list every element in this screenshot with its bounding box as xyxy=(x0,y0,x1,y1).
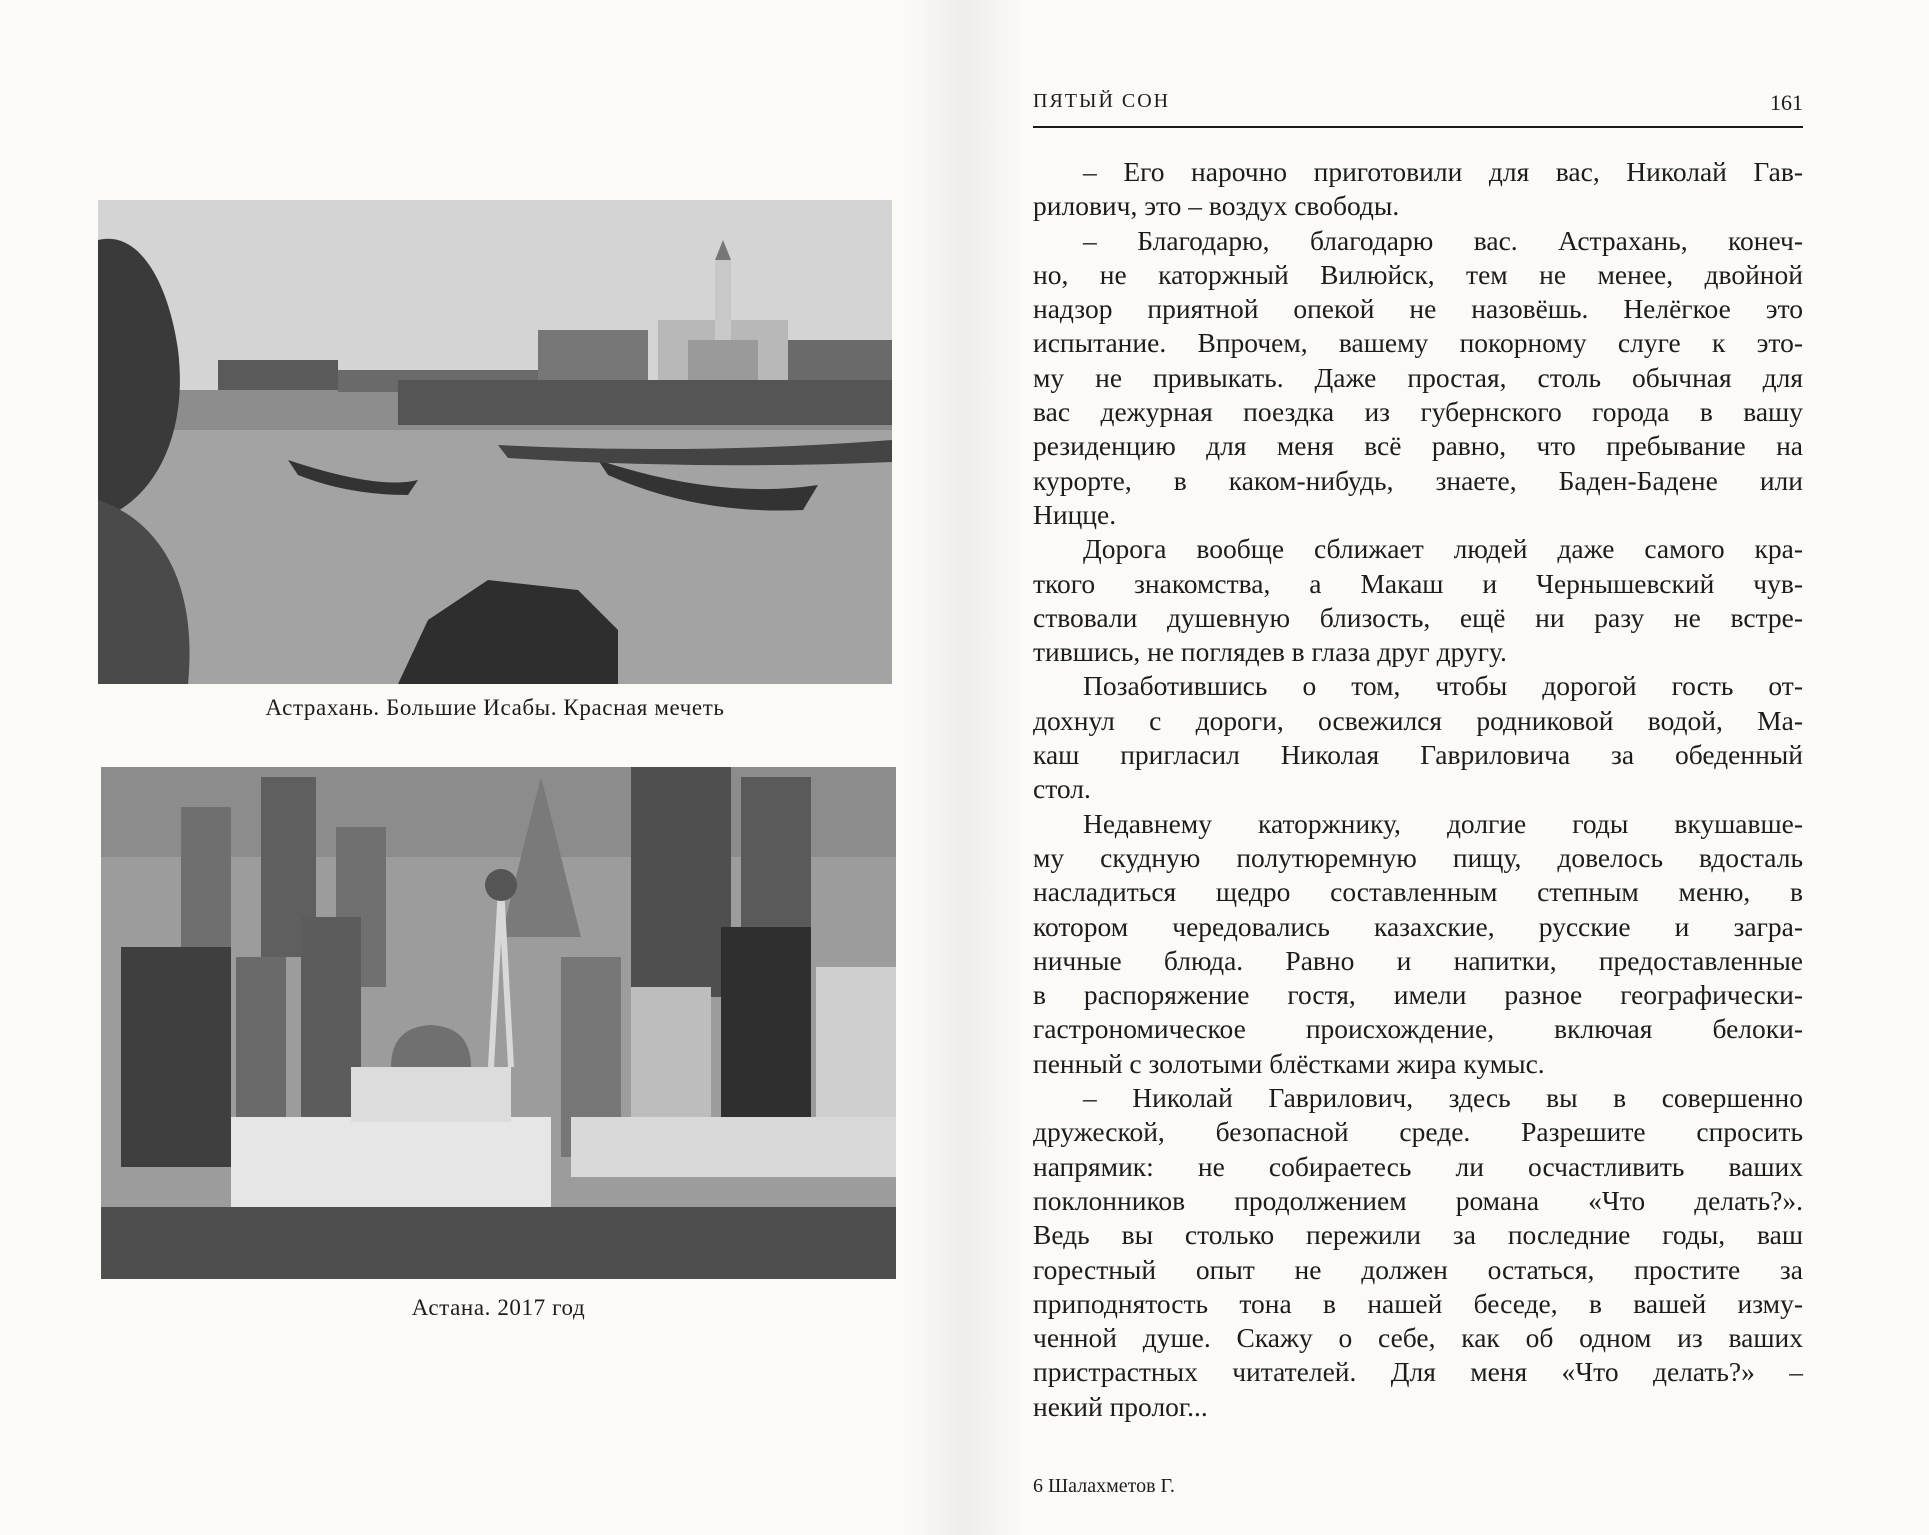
text-line: дружеской, безопасной среде. Разрешите спросить xyxy=(1033,1116,1803,1148)
text-line: Недавнему каторжнику, долгие годы вкушавше- xyxy=(1083,807,1803,839)
text-line: му не привыкать. Даже простая, столь обычная для xyxy=(1033,361,1803,393)
text-line: пристрастных читателей. Для меня «Что делать?» – xyxy=(1033,1356,1803,1388)
text-line: насладиться щедро составленным степным меню, в xyxy=(1033,876,1803,908)
text-line: в распоряжение гостя, имели разное географически- xyxy=(1033,979,1803,1011)
text-line: резиденцию для меня всё равно, что пребывание на xyxy=(1033,430,1803,462)
running-head xyxy=(1033,86,1803,128)
figure-caption-astrakhan: Астрахань. Большие Исабы. Красная мечеть xyxy=(265,695,725,720)
text-line: Дорога вообще сближает людей даже самого кра- xyxy=(1083,533,1803,565)
signature-mark: 6 Шалахметов Г. xyxy=(1033,1475,1175,1497)
text-line: надзор приятной опекой не назовёшь. Нелёгкое это xyxy=(1033,293,1803,325)
text-line: – Благодарю, благодарю вас. Астрахань, конеч- xyxy=(1083,224,1803,256)
text-line: курорте, в каком-нибудь, знаете, Баден-Бадене или xyxy=(1033,464,1803,496)
text-line: гастрономическое происхождение, включая белоки- xyxy=(1033,1013,1803,1045)
text-line: ченной душе. Скажу о себе, как об одном из ваших xyxy=(1033,1322,1803,1354)
text-line: ствовали душевную близость, ещё ни разу не встре- xyxy=(1033,601,1803,633)
text-line: Позаботившись о том, чтобы дорогой гость от- xyxy=(1083,670,1803,702)
book-gutter-shadow xyxy=(905,0,1025,1535)
text-line: приподнятость тона в нашей беседе, в вашей изму- xyxy=(1033,1287,1803,1319)
text-line: каш пригласил Николая Гавриловича за обеденный xyxy=(1033,739,1803,771)
text-line: Ведь вы столько пережили за последние годы, ваш xyxy=(1033,1219,1803,1251)
text-line: но, не каторжный Вилюйск, тем не менее, двойной xyxy=(1033,258,1803,290)
text-line: испытание. Впрочем, вашему покорному слуге к это- xyxy=(1033,327,1803,359)
text-line: му скудную полутюремную пищу, довелось вдосталь xyxy=(1033,841,1803,873)
page-number: 161 xyxy=(1770,90,1803,115)
astrakhan-photo xyxy=(98,200,892,684)
text-line: – Николай Гаврилович, здесь вы в совершенно xyxy=(1083,1082,1803,1114)
text-line: рилович, это – воздух свободы. xyxy=(1033,190,1400,222)
text-line: дохнул с дороги, освежился родниковой водой, Ма- xyxy=(1033,704,1803,736)
text-line: тившись, не поглядев в глаза друг другу. xyxy=(1033,636,1507,668)
body-text xyxy=(1033,155,1803,1424)
text-line: ничные блюда. Равно и напитки, предоставленные xyxy=(1033,944,1803,976)
text-line: Ницце. xyxy=(1033,498,1117,530)
text-line: поклонников продолжением романа «Что делать?». xyxy=(1033,1184,1803,1216)
text-line: некий пролог... xyxy=(1033,1390,1208,1422)
text-line: пенный с золотыми блёстками жира кумыс. xyxy=(1033,1047,1545,1079)
running-title: ПЯТЫЙ СОН xyxy=(1033,90,1171,112)
text-line: горестный опыт не должен остаться, простите за xyxy=(1033,1253,1803,1285)
text-line: стол. xyxy=(1033,773,1091,805)
astana-photo xyxy=(101,767,896,1279)
text-line: напрямик: не собираетесь ли осчастливить ваших xyxy=(1033,1150,1803,1182)
text-line: ткого знакомства, а Макаш и Чернышевский чув- xyxy=(1033,567,1803,599)
figure-caption-astana: Астана. 2017 год xyxy=(411,1295,586,1320)
text-line: – Его нарочно приготовили для вас, Николай Гав- xyxy=(1083,156,1803,187)
text-line: вас дежурная поездка из губернского города в вашу xyxy=(1033,396,1803,428)
text-line: котором чередовались казахские, русские и загра- xyxy=(1033,910,1803,942)
